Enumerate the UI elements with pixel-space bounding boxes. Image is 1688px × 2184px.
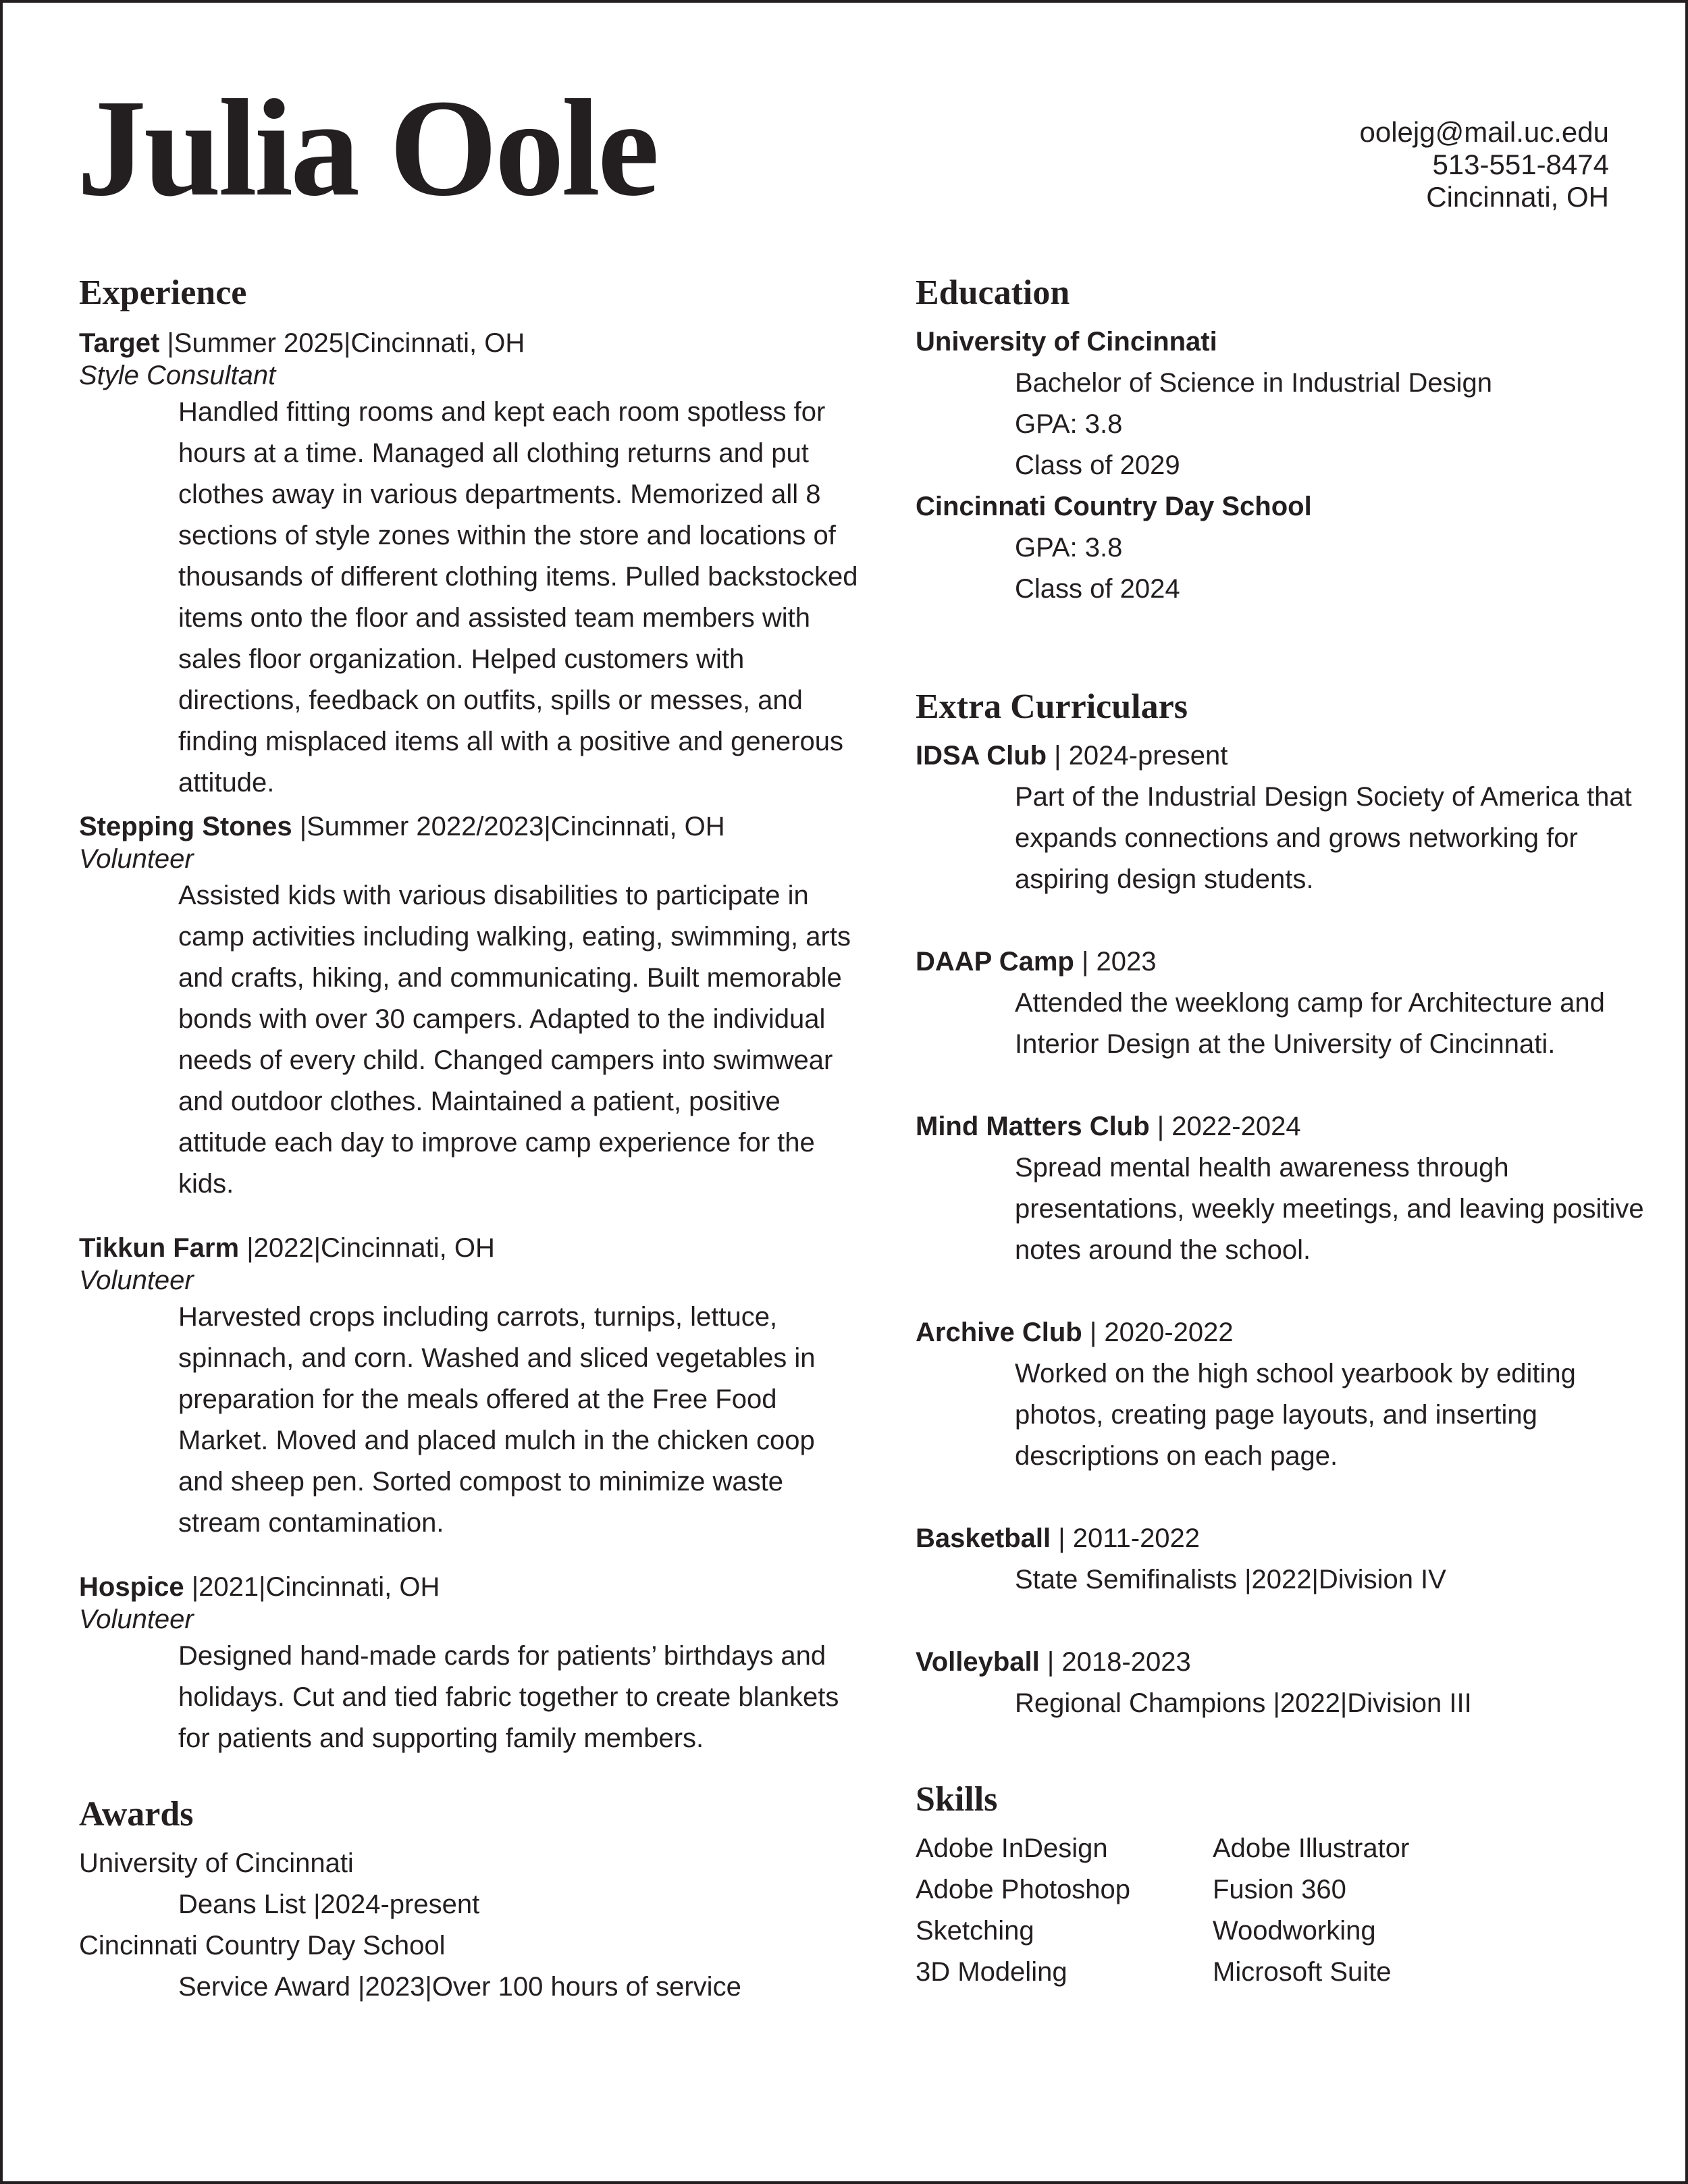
experience-meta: |Summer 2022/2023|Cincinnati, OH — [292, 812, 725, 841]
experience-item — [79, 1232, 862, 1544]
experience-description: Assisted kids with various disabilities to participate in camp activities including walking, eating, swimming, arts and crafts, hiking, and communicating. Built memorable bonds with over 30 campers. Adapted to the individual needs of every child. Changed campers into swimwear and outdoor clothes. Maintained a patient, positive attitude each day to improve camp experience for the kids. — [178, 881, 851, 1199]
experience-role: Volunteer — [79, 844, 194, 874]
school-detail: Class of 2029 — [1015, 450, 1180, 480]
skills-column — [1213, 1828, 1409, 1993]
activity-item — [916, 1518, 1658, 1601]
skill-item: Adobe Illustrator — [1213, 1834, 1410, 1863]
experience-item — [79, 1571, 862, 1759]
activity-item — [916, 735, 1658, 900]
experience-meta: |2021|Cincinnati, OH — [184, 1572, 440, 1602]
awards-heading: Awards — [79, 1795, 194, 1834]
experience-item — [79, 810, 862, 1205]
right-column — [916, 273, 1658, 1993]
experience-heading: Experience — [79, 274, 247, 312]
activity-description: State Semifinalists |2022|Division IV — [1015, 1565, 1446, 1594]
experience-org: Target — [79, 328, 160, 358]
activity-description: Part of the Industrial Design Society of America that expands connections and grows networking for aspiring design students. — [1015, 782, 1632, 894]
activity-description: Regional Champions |2022|Division III — [1015, 1688, 1472, 1718]
activity-name: Basketball — [916, 1524, 1051, 1553]
activity-item — [916, 1312, 1658, 1477]
experience-description: Harvested crops including carrots, turnips, lettuce, spinnach, and corn. Washed and sliced vegetables in preparation for the meals offered at the Free Food Market. Moved and placed mulch in the chicken coop and sheep pen. Sorted compost to minimize waste stream contamination. — [178, 1302, 816, 1538]
activity-name: Volleyball — [916, 1647, 1040, 1677]
experience-item — [79, 327, 862, 804]
candidate-name: Julia Oole — [77, 70, 657, 225]
activity-item — [916, 941, 1658, 1065]
experience-org: Stepping Stones — [79, 812, 292, 841]
activity-meta: | 2011-2022 — [1051, 1524, 1201, 1553]
experience-role: Volunteer — [79, 1605, 194, 1634]
school-name: University of Cincinnati — [916, 327, 1217, 357]
activity-item — [916, 1106, 1658, 1271]
school-detail: Bachelor of Science in Industrial Design — [1015, 368, 1493, 398]
activity-name: Archive Club — [916, 1318, 1082, 1347]
activity-meta: | 2024-present — [1047, 741, 1228, 771]
activity-description: Spread mental health awareness through presentations, weekly meetings, and leaving positive notes around the school. — [1015, 1153, 1644, 1265]
skill-item: Fusion 360 — [1213, 1875, 1346, 1904]
award-org: Cincinnati Country Day School — [79, 1931, 446, 1960]
skill-item: Woodworking — [1213, 1916, 1376, 1946]
experience-org: Tikkun Farm — [79, 1233, 240, 1263]
activity-name: Mind Matters Club — [916, 1112, 1150, 1141]
award-detail: Deans List |2024-present — [178, 1890, 480, 1919]
skill-item: 3D Modeling — [916, 1957, 1067, 1987]
activity-meta: | 2020-2022 — [1082, 1318, 1234, 1347]
skill-item: Microsoft Suite — [1213, 1957, 1392, 1987]
skills-heading: Skills — [916, 1780, 998, 1819]
left-column — [79, 273, 862, 2008]
activity-name: IDSA Club — [916, 741, 1047, 771]
school-name: Cincinnati Country Day School — [916, 492, 1312, 521]
experience-meta: |Summer 2025|Cincinnati, OH — [159, 328, 525, 358]
education-heading: Education — [916, 274, 1070, 312]
experience-role: Volunteer — [79, 1266, 194, 1295]
award-detail: Service Award |2023|Over 100 hours of service — [178, 1972, 741, 2002]
activity-description: Worked on the high school yearbook by editing photos, creating page layouts, and inserting descriptions on each page. — [1015, 1359, 1576, 1471]
activity-meta: | 2023 — [1074, 947, 1157, 977]
activity-name: DAAP Camp — [916, 947, 1074, 977]
awards-list — [79, 1843, 862, 2008]
activity-meta: | 2022-2024 — [1149, 1112, 1301, 1141]
experience-meta: |2022|Cincinnati, OH — [239, 1233, 495, 1263]
award-org: University of Cincinnati — [79, 1848, 354, 1878]
school-detail: GPA: 3.8 — [1015, 409, 1123, 439]
education-list — [916, 321, 1658, 610]
contact-phone[interactable]: 513-551-8474 — [1432, 149, 1609, 180]
skill-item: Adobe InDesign — [916, 1834, 1108, 1863]
experience-description: Designed hand-made cards for patients’ birthdays and holidays. Cut and tied fabric together to create blankets for patients and supporting family members. — [178, 1641, 839, 1753]
skill-item: Sketching — [916, 1916, 1034, 1946]
contact-block — [1359, 116, 1609, 213]
activity-meta: | 2018-2023 — [1039, 1647, 1191, 1677]
skills-column — [916, 1828, 1130, 1993]
skills-grid — [916, 1828, 1658, 1993]
extracurriculars-heading: Extra Curriculars — [916, 687, 1188, 726]
experience-description: Handled fitting rooms and kept each room spotless for hours at a time. Managed all clothing returns and put clothes away in various departments. Memorized all 8 sections of style zones within the store and locations of thousands of different clothing items. Pulled backstocked items onto the floor and assisted team members with sales floor organization. Helped customers with directions, feedback on outfits, spills or messes, and finding misplaced items all with a positive and generous attitude. — [178, 397, 858, 798]
contact-email[interactable]: oolejg@mail.uc.edu — [1359, 116, 1609, 148]
school-detail: GPA: 3.8 — [1015, 533, 1123, 563]
skill-item: Adobe Photoshop — [916, 1875, 1131, 1904]
experience-org: Hospice — [79, 1572, 184, 1602]
school-detail: Class of 2024 — [1015, 574, 1180, 604]
contact-location: Cincinnati, OH — [1426, 181, 1609, 213]
experience-role: Style Consultant — [79, 361, 276, 390]
activity-description: Attended the weeklong camp for Architecture and Interior Design at the University of Cincinnati. — [1015, 988, 1605, 1059]
activity-item — [916, 1642, 1658, 1724]
